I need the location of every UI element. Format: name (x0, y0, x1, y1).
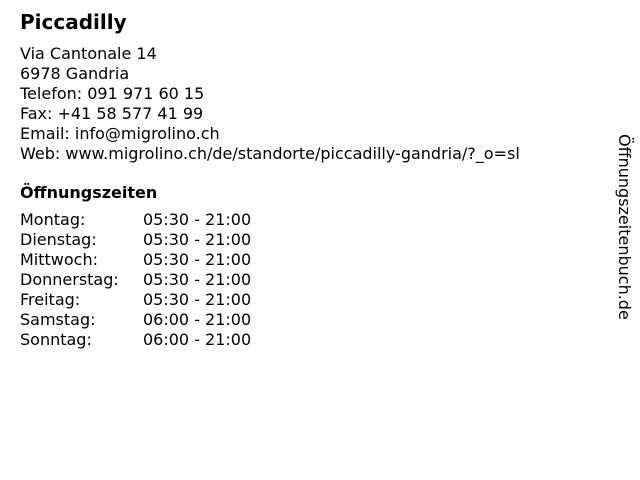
web-line: Web: www.migrolino.ch/de/standorte/piccadilly-gandria/?_o=sl (20, 144, 520, 163)
time-range: 06:00 - 21:00 (143, 330, 252, 349)
day-label: Mittwoch: (20, 250, 98, 269)
time-range: 05:30 - 21:00 (143, 250, 252, 269)
day-label: Sonntag: (20, 330, 92, 349)
opening-hours-heading: Öffnungszeiten (20, 183, 158, 202)
city-line: 6978 Gandria (20, 64, 130, 83)
phone-line: Telefon: 091 971 60 15 (20, 84, 205, 103)
time-range: 05:30 - 21:00 (143, 290, 252, 309)
email-line: Email: info@migrolino.ch (20, 124, 220, 143)
store-name: Piccadilly (20, 10, 127, 34)
day-label: Donnerstag: (20, 270, 119, 289)
time-range: 05:30 - 21:00 (143, 210, 252, 229)
day-label: Dienstag: (20, 230, 97, 249)
day-label: Montag: (20, 210, 86, 229)
street-address: Via Cantonale 14 (20, 44, 157, 63)
time-range: 06:00 - 21:00 (143, 310, 252, 329)
address-block (20, 44, 520, 164)
day-label: Samstag: (20, 310, 96, 329)
day-label: Freitag: (20, 290, 81, 309)
time-range: 05:30 - 21:00 (143, 230, 252, 249)
site-watermark: Öffnungszeitenbuch.de (615, 134, 634, 320)
time-range: 05:30 - 21:00 (143, 270, 252, 289)
fax-line: Fax: +41 58 577 41 99 (20, 104, 204, 123)
